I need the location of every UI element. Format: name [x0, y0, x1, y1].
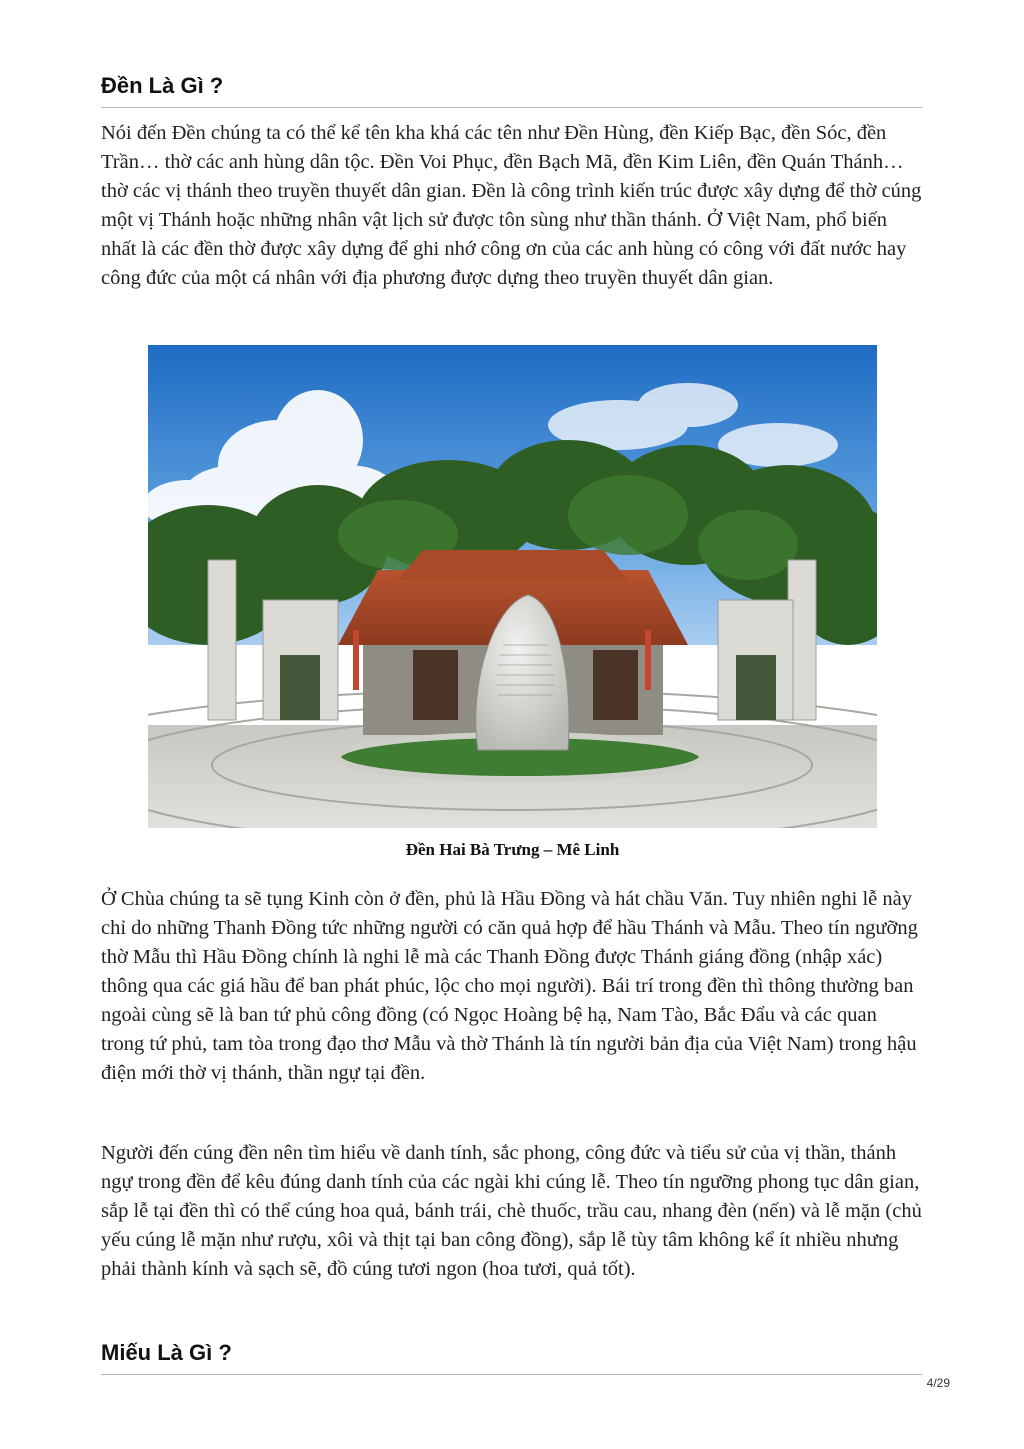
section-heading-mieu: Miếu Là Gì ?: [101, 1340, 232, 1365]
section-heading-den: Đền Là Gì ?: [101, 73, 224, 98]
temple-photo: [148, 345, 877, 828]
paragraph-cung-den: Người đến cúng đền nên tìm hiểu về danh tính, sắc phong, công đức và tiểu sử của vị thần, thánh ngự trong đền để kêu đúng danh tính của các ngài khi cúng lễ. Theo tín ngưỡng phong tục dân gian, sắp lễ tại đền thì có thể cúng hoa quả, bánh trái, chè thuốc, trầu cau, nhang đèn (nến) và lễ mặn (chủ yếu cúng lễ mặn như rượu, xôi và thịt tại ban công đồng), sắp lễ tùy tâm không kể ít nhiều nhưng phải thành kính và sạch sẽ, đồ cúng tươi ngon (hoa tươi, quả tốt).: [101, 1142, 922, 1280]
photo-caption: Đền Hai Bà Trưng – Mê Linh: [405, 840, 620, 859]
heading-divider-2: [101, 1374, 922, 1375]
paragraph-den-intro: Nói đến Đền chúng ta có thể kể tên kha khá các tên như Đền Hùng, đền Kiếp Bạc, đền Sóc, đền Trần… thờ các anh hùng dân tộc. Đền Voi Phục, đền Bạch Mã, đền Kim Liên, đền Quán Thánh…thờ các vị thánh theo truyền thuyết dân gian. Đền là công trình kiến trúc được xây dựng để thờ cúng một vị Thánh hoặc những nhân vật lịch sử được tôn sùng như thần thánh. Ở Việt Nam, phổ biến nhất là các đền thờ được xây dựng để ghi nhớ công ơn của các anh hùng có công với đất nước hay công đức của một cá nhân với địa phương được dựng theo truyền thuyết dân gian.: [101, 122, 922, 289]
page-number: 4/29: [926, 1376, 950, 1390]
paragraph-hau-dong: Ở Chùa chúng ta sẽ tụng Kinh còn ở đền, phủ là Hầu Đồng và hát chầu Văn. Tuy nhiên nghi lễ này chỉ do những Thanh Đồng tức những người có căn quả hợp để hầu Thánh và Mẫu. Theo tín ngưỡng thờ Mẫu thì Hầu Đồng chính là nghi lễ mà các Thanh Đồng được Thánh giáng đồng (nhập xác) thông qua các giá hầu để ban phát phúc, lộc cho mọi người). Bái trí trong đền thì thông thường ban ngoài cùng sẽ là ban tứ phủ công đồng (có Ngọc Hoàng bệ hạ, Nam Tào, Bắc Đẩu và các quan trong tứ phủ, tam tòa trong đạo thơ Mẫu và thờ Thánh là tín người bản địa của Việt Nam) trong hậu điện mới thờ vị thánh, thần ngự tại đền.: [101, 888, 918, 1084]
heading-divider: [101, 107, 922, 108]
